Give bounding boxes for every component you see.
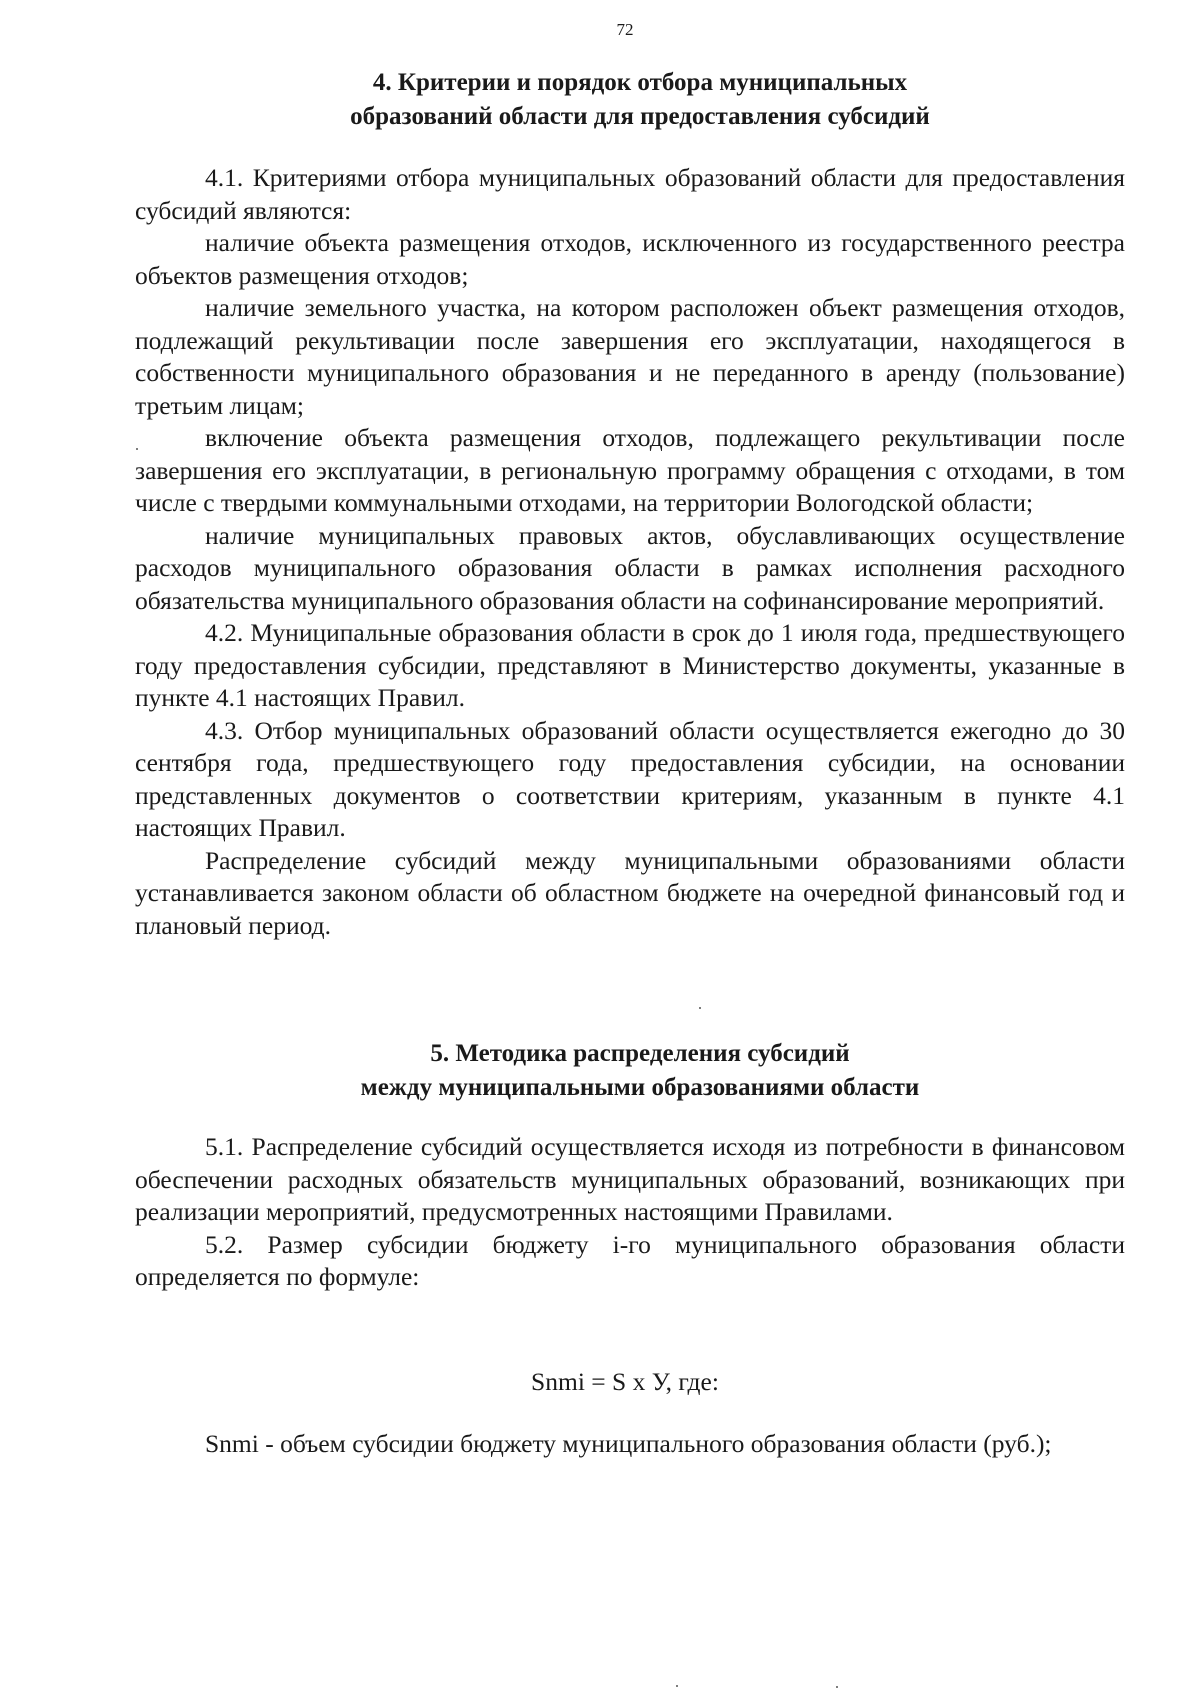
section-4-title-line-1: 4. Критерии и порядок отбора муниципальных [372,69,908,96]
paragraph-5-1: 5.1. Распределение субсидий осуществляется исходя из потребности в финансовом обеспечении расходных обязательств муниципальных образований, возникающих при реализации мероприятий, предусмотренных настоящими Правилами. [135,1132,1125,1226]
criterion-3: включение объекта размещения отходов, подлежащего рекультивации после завершения его эксплуатации, в региональную программу обращения с отходами, в том числе с твердыми коммунальными отходами, на территории Вологодской области; [135,423,1125,517]
scan-speck [136,448,138,450]
paragraph-distribution: Распределение субсидий между муниципальными образованиями области устанавливается законом области об областном бюджете на очередной финансовый год и плановый период. [135,845,1125,940]
definition-snmi: Snmi - объем субсидии бюджету муниципального образования области (руб.); [205,1429,1052,1458]
criterion-2: наличие земельного участка, на котором расположен объект размещения отходов, подлежащий рекультивации после завершения его эксплуатации, находящегося в собственности муниципального образования и не переданного в аренду (пользование) третьим лицам; [135,293,1125,420]
page-number: 72 [616,20,634,39]
criterion-1: наличие объекта размещения отходов, исключенного из государственного реестра объектов размещения отходов; [135,228,1125,290]
section-5-title [140,1037,1140,1105]
section-4-body [135,162,1125,942]
criterion-4: наличие муниципальных правовых актов, обуславливающих осуществление расходов муниципального образования области в рамках исполнения расходного обязательства муниципального образования области на софинансирование мероприятий. [135,520,1125,615]
formula-definitions [135,1428,1125,1461]
section-5-title-line-2: между муниципальными образованиями области [360,1074,920,1101]
paragraph-4-3: 4.3. Отбор муниципальных образований области осуществляется ежегодно до 30 сентября года, предшествующего году предоставления субсидии, на основании представленных документов о соответствии критериям, указанным в пункте 4.1 настоящих Правил. [135,715,1125,842]
subsidy-formula: Snmi = S х У, где: [531,1367,719,1396]
section-5-body [135,1131,1125,1294]
paragraph-5-2: 5.2. Размер субсидии бюджету i-го муниципального образования области определяется по формуле: [135,1229,1125,1291]
section-5-title-line-1: 5. Методика распределения субсидий [430,1040,850,1067]
section-4-title [140,66,1140,134]
section-4-title-line-2: образований области для предоставления субсидий [350,103,930,130]
paragraph-4-2: 4.2. Муниципальные образования области в срок до 1 июля года, предшествующего году предоставления субсидии, представляют в Министерство документы, указанные в пункте 4.1 настоящих Правил. [135,618,1125,712]
scan-speck [676,1685,678,1687]
paragraph-4-1: 4.1. Критериями отбора муниципальных образований области для предоставления субсидий являются: [135,163,1125,225]
scan-speck [836,1686,838,1688]
scan-speck [699,1007,701,1009]
